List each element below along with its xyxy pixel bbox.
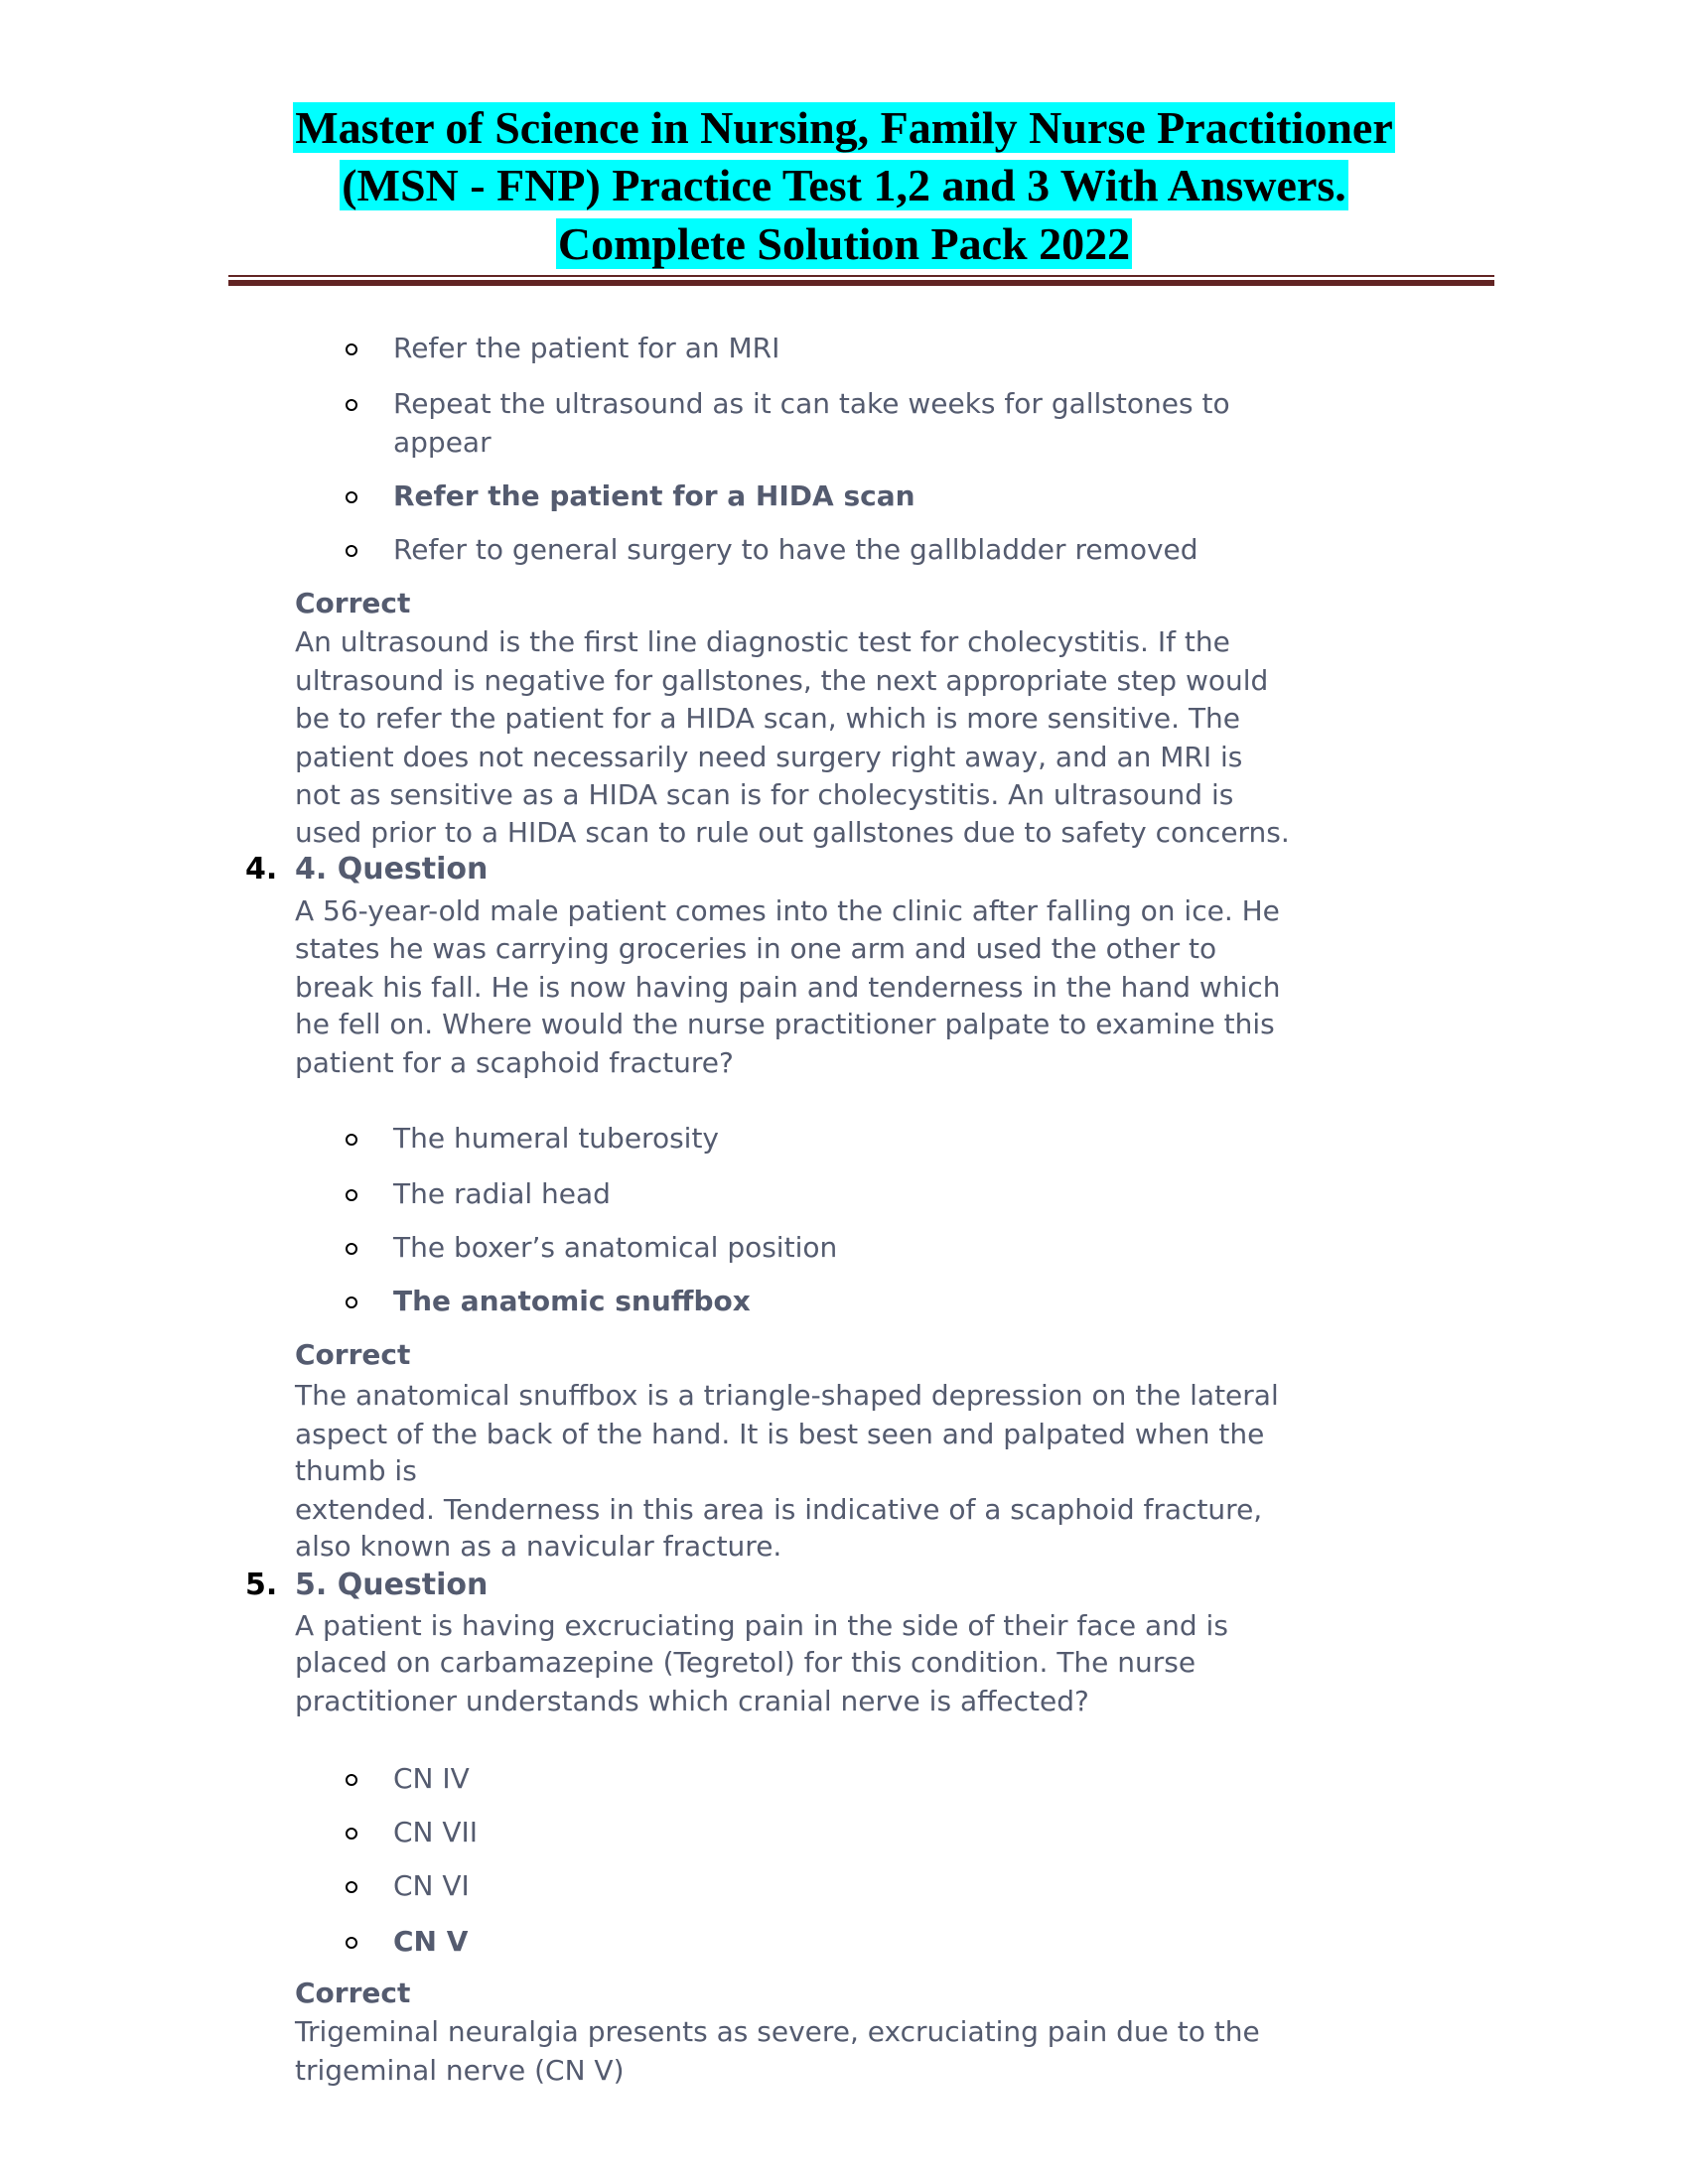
bullet-icon bbox=[346, 399, 357, 411]
prompt-line: patient for a scaphoid fracture? bbox=[295, 1046, 734, 1079]
prompt-line: break his fall. He is now having pain and tenderness in the hand which bbox=[295, 971, 1281, 1004]
explanation-line: The anatomical snuffbox is a triangle-shaped depression on the lateral bbox=[295, 1379, 1279, 1412]
bullet-icon bbox=[346, 1774, 357, 1786]
prompt-line: states he was carrying groceries in one arm and used the other to bbox=[295, 932, 1217, 965]
option: The radial head bbox=[393, 1177, 611, 1210]
prompt-line: practitioner understands which cranial nerve is affected? bbox=[295, 1685, 1089, 1717]
option: The humeral tuberosity bbox=[393, 1122, 719, 1155]
explanation-line: extended. Tenderness in this area is indicative of a scaphoid fracture, bbox=[295, 1493, 1263, 1526]
header-divider-thin bbox=[228, 275, 1494, 277]
title-text: Master of Science in Nursing, Family Nurse Practitioner bbox=[295, 102, 1393, 153]
explanation-line: trigeminal nerve (CN V) bbox=[295, 2054, 625, 2087]
explanation-line: not as sensitive as a HIDA scan is for cholecystitis. An ultrasound is bbox=[295, 778, 1234, 811]
explanation-line: aspect of the back of the hand. It is best seen and palpated when the bbox=[295, 1418, 1265, 1450]
bullet-icon bbox=[346, 545, 357, 557]
explanation-line: ultrasound is negative for gallstones, the next appropriate step would bbox=[295, 664, 1269, 697]
option-continuation: appear bbox=[393, 426, 492, 459]
explanation-line: Trigeminal neuralgia presents as severe, excruciating pain due to the bbox=[295, 2015, 1260, 2048]
correct-label: Correct bbox=[295, 1977, 411, 2009]
option: CN IV bbox=[393, 1762, 470, 1795]
option-correct: The anatomic snuffbox bbox=[393, 1285, 751, 1317]
bullet-icon bbox=[346, 1937, 357, 1949]
option: The boxer’s anatomical position bbox=[393, 1231, 838, 1264]
explanation-line: be to refer the patient for a HIDA scan, which is more sensitive. The bbox=[295, 702, 1241, 735]
prompt-line: A patient is having excruciating pain in the side of their face and is bbox=[295, 1609, 1228, 1642]
question-heading: 4. Question bbox=[295, 852, 489, 887]
explanation-line: patient does not necessarily need surgery right away, and an MRI is bbox=[295, 741, 1243, 773]
bullet-icon bbox=[346, 1243, 357, 1255]
option-correct: CN V bbox=[393, 1925, 469, 1958]
correct-label: Correct bbox=[295, 1338, 411, 1371]
explanation-line: used prior to a HIDA scan to rule out gallstones due to safety concerns. bbox=[295, 816, 1290, 849]
explanation-line: thumb is bbox=[295, 1454, 417, 1487]
option: CN VI bbox=[393, 1869, 470, 1902]
option: Refer to general surgery to have the gallbladder removed bbox=[393, 533, 1198, 566]
question-heading: 5. Question bbox=[295, 1568, 489, 1602]
bullet-icon bbox=[346, 1881, 357, 1893]
bullet-icon bbox=[346, 1297, 357, 1308]
list-number: 4. bbox=[245, 852, 278, 887]
option-correct: Refer the patient for a HIDA scan bbox=[393, 479, 915, 512]
explanation-line: An ultrasound is the first line diagnostic test for cholecystitis. If the bbox=[295, 625, 1230, 658]
doc-title-line-3 bbox=[0, 215, 1688, 273]
prompt-line: A 56-year-old male patient comes into the clinic after falling on ice. He bbox=[295, 894, 1280, 927]
correct-label: Correct bbox=[295, 587, 411, 619]
explanation-line: also known as a navicular fracture. bbox=[295, 1530, 782, 1563]
header-divider-thick bbox=[228, 280, 1494, 286]
prompt-line: he fell on. Where would the nurse practitioner palpate to examine this bbox=[295, 1008, 1275, 1040]
doc-title-line-2 bbox=[0, 157, 1688, 214]
option: CN VII bbox=[393, 1816, 479, 1848]
bullet-icon bbox=[346, 1189, 357, 1201]
bullet-icon bbox=[346, 491, 357, 503]
bullet-icon bbox=[346, 1828, 357, 1840]
option: Refer the patient for an MRI bbox=[393, 332, 780, 364]
title-text: (MSN - FNP) Practice Test 1,2 and 3 With Answers. bbox=[342, 160, 1346, 210]
prompt-line: placed on carbamazepine (Tegretol) for this condition. The nurse bbox=[295, 1646, 1196, 1679]
doc-title-line-1 bbox=[0, 99, 1688, 157]
option: Repeat the ultrasound as it can take weeks for gallstones to bbox=[393, 387, 1230, 420]
list-number: 5. bbox=[245, 1568, 278, 1602]
bullet-icon bbox=[346, 1134, 357, 1146]
bullet-icon bbox=[346, 343, 357, 355]
title-text: Complete Solution Pack 2022 bbox=[557, 218, 1131, 269]
